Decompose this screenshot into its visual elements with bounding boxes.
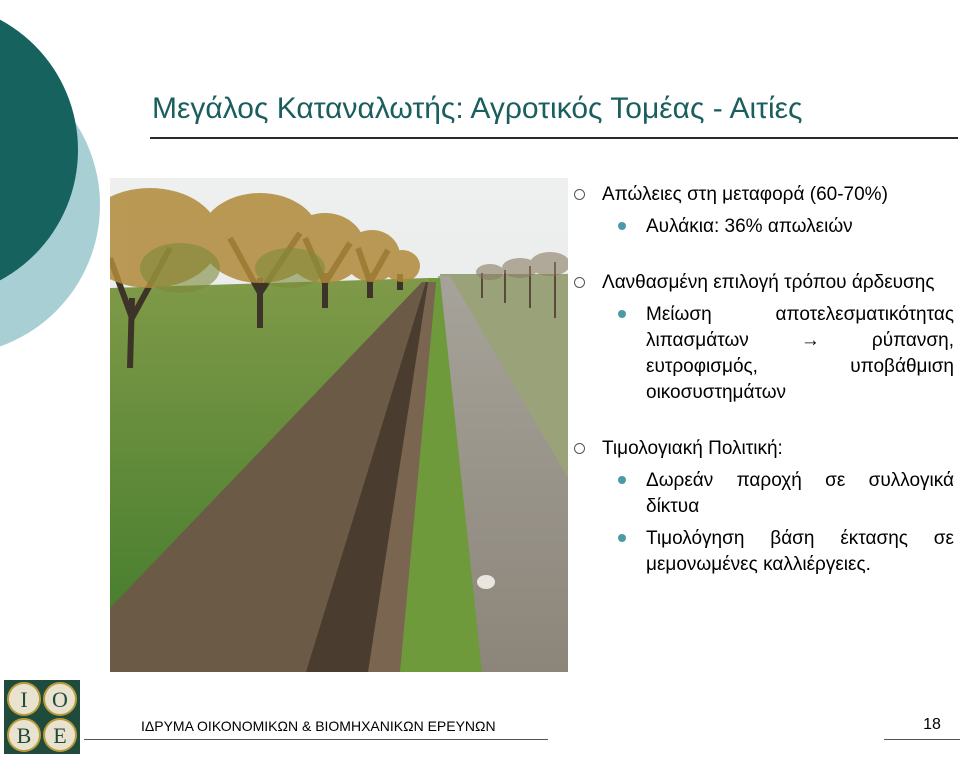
hollow-circle-bullet-icon (574, 443, 585, 454)
svg-text:Ι: Ι (20, 687, 28, 712)
page-number: 18 (923, 716, 941, 733)
sub-bullet-item (618, 526, 954, 578)
svg-text:Ο: Ο (52, 687, 68, 712)
bullet-item (574, 436, 954, 462)
sub-bullet-item (618, 468, 954, 520)
sub-bullet-text: Μείωση αποτελεσματικότητας λιπασμάτων → ρύπανση, ευτροφισμός, υποβάθμιση οικοσυστημάτων (646, 304, 954, 403)
svg-text:Β: Β (16, 723, 32, 748)
sub-bullet-item (618, 302, 954, 406)
page-number-divider (884, 739, 960, 740)
slide-title: Μεγάλος Καταναλωτής: Αγροτικός Τομέας - Αιτίες (152, 92, 803, 125)
bullet-list (574, 182, 954, 578)
svg-text:Ε: Ε (53, 723, 67, 748)
sub-bullet-text: Δωρεάν παροχή σε συλλογικά δίκτυα (646, 470, 954, 517)
bullet-text: Απώλειες στη μεταφορά (60-70%) (602, 184, 888, 205)
bullet-text: Λανθασμένη επιλογή τρόπου άρδευσης (602, 272, 935, 293)
footer-organization: ΙΔΡΥΜΑ ΟΙΚΟΝΟΜΙΚΩΝ & ΒΙΟΜΗΧΑΝΙΚΩΝ ΕΡΕΥΝΩΝ (141, 718, 496, 734)
hollow-circle-bullet-icon (574, 189, 585, 200)
dot-bullet-icon (618, 310, 626, 318)
bullet-text: Τιμολογιακή Πολιτική: (602, 438, 783, 459)
iobe-logo (4, 680, 80, 754)
hollow-circle-bullet-icon (574, 277, 585, 288)
dot-bullet-icon (618, 534, 626, 542)
bullet-item (574, 182, 954, 208)
sub-bullet-item (618, 214, 954, 240)
bullet-item (574, 270, 954, 296)
orchard-irrigation-ditch-photo (110, 178, 568, 672)
sub-bullet-text: Τιμολόγηση βάση έκτασης σε μεμονωμένες καλλιέργειες. (646, 528, 954, 575)
dot-bullet-icon (618, 222, 626, 230)
footer-divider (84, 739, 548, 740)
title-divider (150, 137, 958, 139)
dot-bullet-icon (618, 476, 626, 484)
sub-bullet-text: Αυλάκια: 36% απωλειών (646, 216, 853, 237)
